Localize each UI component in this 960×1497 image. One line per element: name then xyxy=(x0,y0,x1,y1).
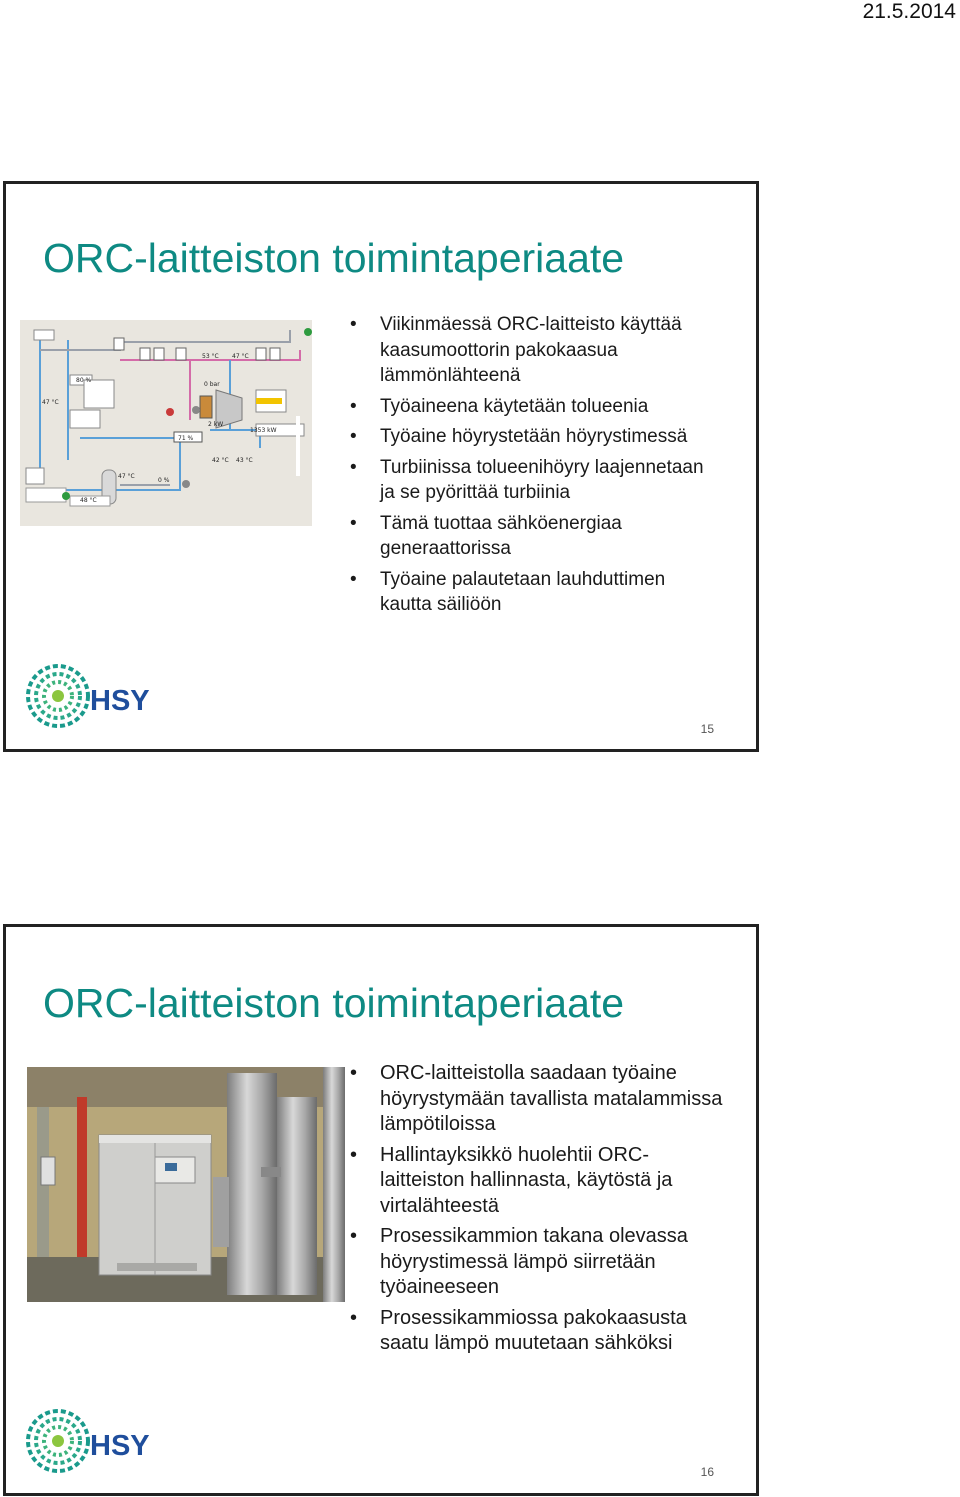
bullet-item: • ORC-laitteistolla saadaan työaine höyrystymään tavallista matalammissa lämpötiloissa xyxy=(348,1061,728,1138)
bullet-item: • Turbiinissa tolueenihöyry laajennetaan ja se pyörittää turbiinia xyxy=(348,455,708,506)
slide-16 xyxy=(3,924,759,1496)
bullet-item: • Tämä tuottaa sähköenergiaa generaattorissa xyxy=(348,511,708,562)
page-number: 16 xyxy=(700,1465,714,1479)
power-label: 2 kW xyxy=(208,421,224,428)
temp-label: 43 °C xyxy=(236,457,253,464)
bullet-item: • Hallintayksikkö huolehtii ORC-laitteiston hallinnasta, käytöstä ja virtalähteestä xyxy=(348,1143,728,1220)
logo-text: HSY xyxy=(90,1430,150,1462)
page-number: 15 xyxy=(700,722,714,736)
temp-label: 47 °C xyxy=(232,353,249,360)
bullet-item: • Prosessikammion takana olevassa höyrystimessä lämpö siirretään työaineeseen xyxy=(348,1224,728,1301)
percent-label: 71 % xyxy=(178,435,194,442)
hsy-logo xyxy=(24,660,150,732)
bullet-item: • Työaineena käytetään tolueenia xyxy=(348,394,708,420)
bullet-item: • Viikinmäessä ORC-laitteisto käyttää kaasumoottorin pakokaasua lämmönlähteenä xyxy=(348,312,708,389)
logo-text: HSY xyxy=(90,685,150,717)
bullet-item: • Työaine palautetaan lauhduttimen kautta säiliöön xyxy=(348,567,708,618)
temp-label: 47 °C xyxy=(118,473,135,480)
temp-label: 47 °C xyxy=(42,399,59,406)
temp-label: 42 °C xyxy=(212,457,229,464)
power-readout: 1353 kW xyxy=(250,427,277,434)
pressure-label: 0 bar xyxy=(204,381,220,388)
bullet-list xyxy=(348,1061,728,1362)
hsy-logo xyxy=(24,1405,150,1477)
slide-15 xyxy=(3,181,759,752)
temp-label: 48 °C xyxy=(80,497,97,504)
bullet-item: • Työaine höyrystetään höyrystimessä xyxy=(348,424,708,450)
slide-title: ORC-laitteiston toimintaperiaate xyxy=(43,980,625,1026)
bullet-list xyxy=(348,312,708,623)
percent-label: 0 % xyxy=(158,477,170,484)
slide-title: ORC-laitteiston toimintaperiaate xyxy=(43,235,625,281)
humidity-label: 80 % xyxy=(76,377,92,384)
temp-label: 53 °C xyxy=(202,353,219,360)
bullet-item: • Prosessikammiossa pakokaasusta saatu lämpö muutetaan sähköksi xyxy=(348,1306,728,1357)
header-date: 21.5.2014 xyxy=(862,0,956,23)
orc-equipment-photo xyxy=(27,1067,345,1302)
orc-process-diagram xyxy=(20,320,312,526)
